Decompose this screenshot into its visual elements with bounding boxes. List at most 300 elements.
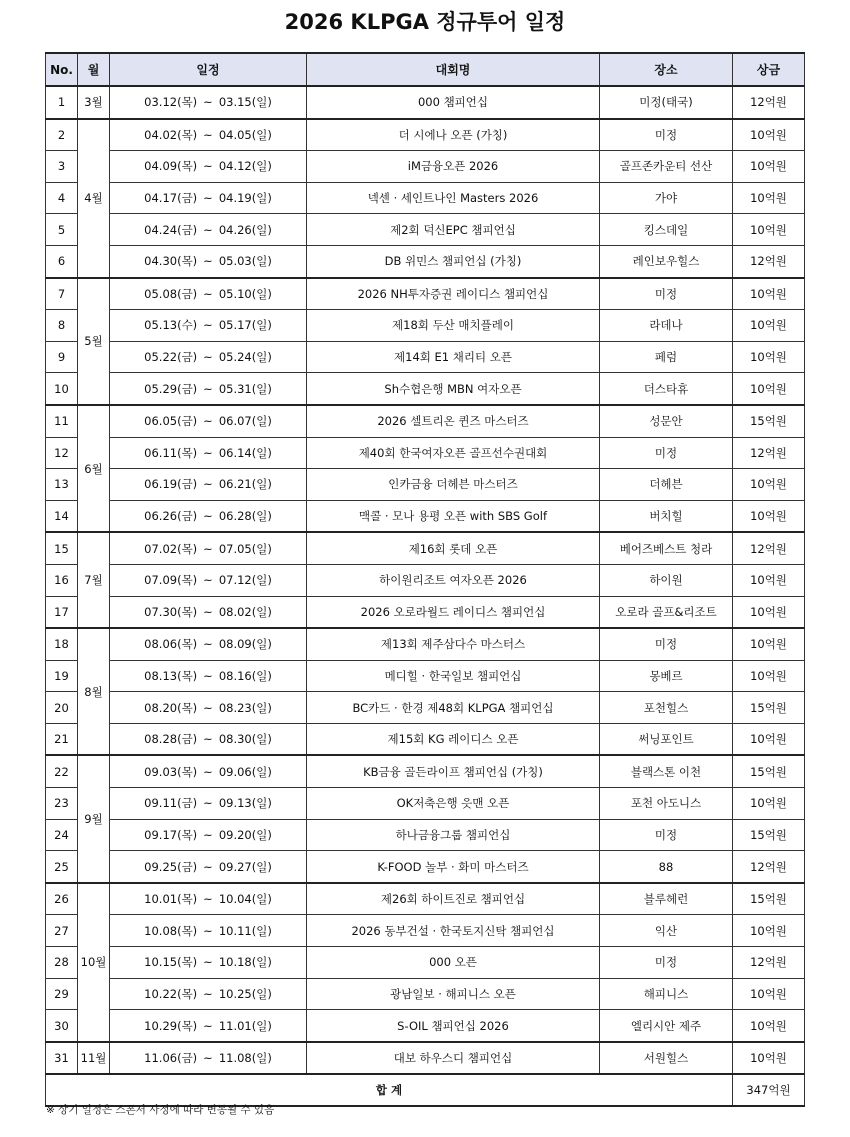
- event-name: 더 시에나 오픈 (가칭): [307, 119, 600, 151]
- event-name: S-OIL 챔피언십 2026: [307, 1010, 600, 1042]
- event-no: 30: [46, 1010, 78, 1042]
- event-start-date: 09.11(금): [144, 796, 198, 811]
- event-name: 제18회 두산 매치플레이: [307, 310, 600, 342]
- event-start-date: 04.09(목): [144, 159, 198, 174]
- event-end-date: 11.08(일): [218, 1051, 272, 1066]
- event-no: 25: [46, 851, 78, 883]
- event-start-date: 04.24(금): [144, 222, 198, 237]
- event-month: 5월: [78, 278, 110, 405]
- event-month: 11월: [78, 1042, 110, 1075]
- event-prize: 12억원: [733, 437, 805, 469]
- event-no: 11: [46, 405, 78, 437]
- total-value: 347억원: [733, 1074, 805, 1106]
- event-name: 000 챔피언십: [307, 86, 600, 119]
- date-separator: ~: [203, 986, 213, 1001]
- event-venue: 더스타휴: [600, 373, 733, 405]
- event-venue: 미정(태국): [600, 86, 733, 119]
- event-venue: 오로라 골프&리조트: [600, 596, 733, 628]
- event-prize: 12억원: [733, 851, 805, 883]
- event-venue: 익산: [600, 915, 733, 947]
- event-start-date: 07.30(목): [144, 604, 198, 619]
- date-separator: ~: [203, 127, 213, 142]
- table-row: [46, 437, 805, 469]
- event-end-date: 10.11(일): [218, 923, 272, 938]
- event-end-date: 08.09(일): [218, 637, 272, 652]
- event-end-date: 04.26(일): [218, 222, 272, 237]
- date-separator: ~: [203, 445, 213, 460]
- event-venue: 블랙스톤 이천: [600, 755, 733, 787]
- event-start-date: 07.09(목): [144, 573, 198, 588]
- event-end-date: 08.30(일): [218, 732, 272, 747]
- event-end-date: 04.12(일): [218, 159, 272, 174]
- date-separator: ~: [203, 859, 213, 874]
- event-no: 3: [46, 151, 78, 183]
- event-prize: 12억원: [733, 947, 805, 979]
- event-date: [110, 182, 307, 214]
- schedule-table: [45, 52, 805, 1107]
- event-venue: 서원힐스: [600, 1042, 733, 1075]
- event-prize: 15억원: [733, 755, 805, 787]
- table-row: [46, 660, 805, 692]
- event-end-date: 05.31(일): [218, 381, 272, 396]
- date-separator: ~: [203, 381, 213, 396]
- footnote: ※ 상기 일정은 스폰서 사정에 따라 변동될 수 있음: [46, 1104, 275, 1116]
- event-date: [110, 119, 307, 151]
- event-name: 하이원리조트 여자오픈 2026: [307, 564, 600, 596]
- event-venue: 써닝포인트: [600, 723, 733, 755]
- event-prize: 10억원: [733, 373, 805, 405]
- event-date: [110, 151, 307, 183]
- event-venue: 블루헤런: [600, 883, 733, 915]
- event-end-date: 06.14(일): [218, 445, 272, 460]
- event-date: [110, 851, 307, 883]
- event-end-date: 05.10(일): [218, 286, 272, 301]
- event-end-date: 10.25(일): [218, 986, 272, 1001]
- event-name: OK저축은행 읏맨 오픈: [307, 788, 600, 820]
- event-date: [110, 373, 307, 405]
- event-end-date: 09.06(일): [218, 764, 272, 779]
- date-separator: ~: [203, 1018, 213, 1033]
- event-date: [110, 469, 307, 501]
- event-no: 9: [46, 341, 78, 373]
- event-date: [110, 788, 307, 820]
- event-venue: 포천힐스: [600, 692, 733, 724]
- event-no: 28: [46, 947, 78, 979]
- event-end-date: 09.13(일): [218, 796, 272, 811]
- event-venue: 페럼: [600, 341, 733, 373]
- event-month: 10월: [78, 883, 110, 1042]
- event-end-date: 11.01(일): [218, 1018, 272, 1033]
- event-end-date: 09.27(일): [218, 859, 272, 874]
- header-month: 월: [78, 53, 110, 86]
- event-start-date: 08.06(목): [144, 637, 198, 652]
- event-prize: 10억원: [733, 341, 805, 373]
- event-date: [110, 660, 307, 692]
- event-month: 7월: [78, 532, 110, 628]
- event-date: [110, 596, 307, 628]
- event-prize: 10억원: [733, 788, 805, 820]
- event-end-date: 10.18(일): [218, 955, 272, 970]
- event-start-date: 08.13(목): [144, 668, 198, 683]
- event-no: 21: [46, 723, 78, 755]
- event-start-date: 08.28(금): [144, 732, 198, 747]
- event-no: 18: [46, 628, 78, 660]
- header-date: 일정: [110, 53, 307, 86]
- event-end-date: 05.17(일): [218, 318, 272, 333]
- event-end-date: 07.05(일): [218, 541, 272, 556]
- event-start-date: 07.02(목): [144, 541, 198, 556]
- event-prize: 10억원: [733, 628, 805, 660]
- event-start-date: 08.20(목): [144, 700, 198, 715]
- event-name: 제14회 E1 채리티 오픈: [307, 341, 600, 373]
- event-month: 4월: [78, 119, 110, 278]
- table-row: [46, 245, 805, 277]
- event-venue: 미정: [600, 819, 733, 851]
- event-name: 넥센 · 세인트나인 Masters 2026: [307, 182, 600, 214]
- event-end-date: 03.15(일): [218, 95, 272, 110]
- event-start-date: 06.11(목): [144, 445, 198, 460]
- event-start-date: 10.01(목): [144, 892, 198, 907]
- event-date: [110, 883, 307, 915]
- table-row: [46, 341, 805, 373]
- event-start-date: 11.06(금): [144, 1051, 198, 1066]
- event-end-date: 06.28(일): [218, 509, 272, 524]
- event-no: 1: [46, 86, 78, 119]
- event-venue: 버치힐: [600, 500, 733, 532]
- total-label: 합 계: [46, 1074, 733, 1106]
- event-end-date: 08.16(일): [218, 668, 272, 683]
- table-row: [46, 692, 805, 724]
- event-no: 15: [46, 532, 78, 564]
- page-title: 2026 KLPGA 정규투어 일정: [284, 10, 566, 34]
- event-venue: 가야: [600, 182, 733, 214]
- date-separator: ~: [203, 700, 213, 715]
- event-name: 인카금융 더헤븐 마스터즈: [307, 469, 600, 501]
- table-row: [46, 469, 805, 501]
- event-no: 29: [46, 978, 78, 1010]
- date-separator: ~: [203, 414, 213, 429]
- event-end-date: 09.20(일): [218, 827, 272, 842]
- event-start-date: 10.22(목): [144, 986, 198, 1001]
- event-name: Sh수협은행 MBN 여자오픈: [307, 373, 600, 405]
- event-prize: 10억원: [733, 915, 805, 947]
- header-no: No.: [46, 53, 78, 86]
- header-venue: 장소: [600, 53, 733, 86]
- event-date: [110, 310, 307, 342]
- event-no: 7: [46, 278, 78, 310]
- event-no: 8: [46, 310, 78, 342]
- event-name: 광남일보 · 해피니스 오픈: [307, 978, 600, 1010]
- event-name: 2026 오로라월드 레이디스 챔피언십: [307, 596, 600, 628]
- event-name: 제13회 제주삼다수 마스터스: [307, 628, 600, 660]
- event-name: 하나금융그룹 챔피언십: [307, 819, 600, 851]
- event-prize: 15억원: [733, 405, 805, 437]
- event-name: 제15회 KG 레이디스 오픈: [307, 723, 600, 755]
- event-venue: 해피니스: [600, 978, 733, 1010]
- event-no: 23: [46, 788, 78, 820]
- event-no: 16: [46, 564, 78, 596]
- date-separator: ~: [203, 541, 213, 556]
- event-date: [110, 819, 307, 851]
- event-start-date: 10.15(목): [144, 955, 198, 970]
- table-row: [46, 883, 805, 915]
- event-name: K-FOOD 놀부 · 화미 마스터즈: [307, 851, 600, 883]
- event-end-date: 08.23(일): [218, 700, 272, 715]
- event-no: 12: [46, 437, 78, 469]
- event-venue: 미정: [600, 437, 733, 469]
- event-start-date: 04.17(금): [144, 191, 198, 206]
- event-no: 5: [46, 214, 78, 246]
- date-separator: ~: [203, 286, 213, 301]
- table-row: [46, 532, 805, 564]
- table-row: [46, 278, 805, 310]
- table-row: [46, 628, 805, 660]
- event-name: 메디힐 · 한국일보 챔피언십: [307, 660, 600, 692]
- date-separator: ~: [203, 509, 213, 524]
- event-name: 2026 셀트리온 퀸즈 마스터즈: [307, 405, 600, 437]
- event-no: 27: [46, 915, 78, 947]
- event-month: 3월: [78, 86, 110, 119]
- event-venue: 몽베르: [600, 660, 733, 692]
- event-no: 22: [46, 755, 78, 787]
- event-start-date: 09.03(목): [144, 764, 198, 779]
- event-date: [110, 628, 307, 660]
- event-no: 6: [46, 245, 78, 277]
- event-end-date: 06.07(일): [218, 414, 272, 429]
- event-date: [110, 278, 307, 310]
- event-prize: 10억원: [733, 310, 805, 342]
- event-name: 2026 동부건설 · 한국토지신탁 챔피언십: [307, 915, 600, 947]
- event-venue: 미정: [600, 119, 733, 151]
- event-venue: 골프존카운티 선산: [600, 151, 733, 183]
- event-venue: 미정: [600, 278, 733, 310]
- table-row: [46, 788, 805, 820]
- event-date: [110, 692, 307, 724]
- event-venue: 레인보우힐스: [600, 245, 733, 277]
- date-separator: ~: [203, 222, 213, 237]
- event-date: [110, 86, 307, 119]
- date-separator: ~: [203, 254, 213, 269]
- event-prize: 10억원: [733, 469, 805, 501]
- event-date: [110, 437, 307, 469]
- event-name: iM금융오픈 2026: [307, 151, 600, 183]
- event-no: 4: [46, 182, 78, 214]
- event-start-date: 04.30(목): [144, 254, 198, 269]
- date-separator: ~: [203, 95, 213, 110]
- event-prize: 15억원: [733, 692, 805, 724]
- event-date: [110, 341, 307, 373]
- event-month: 6월: [78, 405, 110, 532]
- event-name: 000 오픈: [307, 947, 600, 979]
- table-row: [46, 915, 805, 947]
- event-venue: 성문안: [600, 405, 733, 437]
- event-end-date: 07.12(일): [218, 573, 272, 588]
- date-separator: ~: [203, 796, 213, 811]
- event-end-date: 04.19(일): [218, 191, 272, 206]
- event-name: KB금융 골든라이프 챔피언십 (가칭): [307, 755, 600, 787]
- event-no: 2: [46, 119, 78, 151]
- date-separator: ~: [203, 1051, 213, 1066]
- date-separator: ~: [203, 923, 213, 938]
- table-row: [46, 1010, 805, 1042]
- table-row: [46, 755, 805, 787]
- table-row: [46, 405, 805, 437]
- date-separator: ~: [203, 827, 213, 842]
- event-prize: 10억원: [733, 119, 805, 151]
- event-no: 31: [46, 1042, 78, 1075]
- event-start-date: 10.29(목): [144, 1018, 198, 1033]
- event-date: [110, 405, 307, 437]
- event-name: 제40회 한국여자오픈 골프선수권대회: [307, 437, 600, 469]
- event-name: 제16회 롯데 오픈: [307, 532, 600, 564]
- event-prize: 10억원: [733, 500, 805, 532]
- event-name: 2026 NH투자증권 레이디스 챔피언십: [307, 278, 600, 310]
- table-row: [46, 119, 805, 151]
- event-prize: 10억원: [733, 723, 805, 755]
- table-row: [46, 86, 805, 119]
- event-start-date: 09.17(목): [144, 827, 198, 842]
- event-prize: 10억원: [733, 214, 805, 246]
- event-date: [110, 1042, 307, 1075]
- event-prize: 15억원: [733, 883, 805, 915]
- event-no: 10: [46, 373, 78, 405]
- date-separator: ~: [203, 892, 213, 907]
- event-prize: 12억원: [733, 86, 805, 119]
- date-separator: ~: [203, 318, 213, 333]
- table-row: [46, 151, 805, 183]
- event-name: 제26회 하이트진로 챔피언십: [307, 883, 600, 915]
- event-name: DB 위민스 챔피언십 (가칭): [307, 245, 600, 277]
- event-date: [110, 1010, 307, 1042]
- date-separator: ~: [203, 764, 213, 779]
- event-prize: 10억원: [733, 278, 805, 310]
- event-end-date: 04.05(일): [218, 127, 272, 142]
- event-name: 대보 하우스디 챔피언십: [307, 1042, 600, 1075]
- event-date: [110, 500, 307, 532]
- date-separator: ~: [203, 191, 213, 206]
- event-start-date: 06.26(금): [144, 509, 198, 524]
- event-prize: 10억원: [733, 564, 805, 596]
- event-prize: 10억원: [733, 182, 805, 214]
- table-row: [46, 596, 805, 628]
- event-name: 맥콜 · 모나 용평 오픈 with SBS Golf: [307, 500, 600, 532]
- event-prize: 10억원: [733, 978, 805, 1010]
- event-end-date: 10.04(일): [218, 892, 272, 907]
- event-end-date: 06.21(일): [218, 477, 272, 492]
- event-start-date: 03.12(목): [144, 95, 198, 110]
- event-venue: 라데나: [600, 310, 733, 342]
- date-separator: ~: [203, 573, 213, 588]
- table-row: [46, 851, 805, 883]
- date-separator: ~: [203, 604, 213, 619]
- event-name: 제2회 덕신EPC 챔피언십: [307, 214, 600, 246]
- event-prize: 10억원: [733, 1042, 805, 1075]
- event-venue: 포천 아도니스: [600, 788, 733, 820]
- date-separator: ~: [203, 732, 213, 747]
- event-start-date: 05.13(수): [144, 318, 198, 333]
- event-no: 19: [46, 660, 78, 692]
- table-row: [46, 978, 805, 1010]
- table-row: [46, 214, 805, 246]
- event-prize: 10억원: [733, 151, 805, 183]
- table-row: [46, 310, 805, 342]
- event-venue: 88: [600, 851, 733, 883]
- event-start-date: 05.29(금): [144, 381, 198, 396]
- event-date: [110, 214, 307, 246]
- event-date: [110, 947, 307, 979]
- event-start-date: 09.25(금): [144, 859, 198, 874]
- event-date: [110, 978, 307, 1010]
- event-venue: 하이원: [600, 564, 733, 596]
- event-date: [110, 723, 307, 755]
- event-date: [110, 755, 307, 787]
- table-row: [46, 564, 805, 596]
- table-row: [46, 373, 805, 405]
- event-date: [110, 245, 307, 277]
- date-separator: ~: [203, 637, 213, 652]
- event-venue: 미정: [600, 628, 733, 660]
- event-venue: 더헤븐: [600, 469, 733, 501]
- date-separator: ~: [203, 955, 213, 970]
- table-row: [46, 1042, 805, 1075]
- event-start-date: 06.19(금): [144, 477, 198, 492]
- table-row: [46, 500, 805, 532]
- event-date: [110, 532, 307, 564]
- date-separator: ~: [203, 159, 213, 174]
- event-prize: 12억원: [733, 532, 805, 564]
- header-prize: 상금: [733, 53, 805, 86]
- event-no: 26: [46, 883, 78, 915]
- table-row: [46, 723, 805, 755]
- table-row: [46, 182, 805, 214]
- event-no: 24: [46, 819, 78, 851]
- event-month: 9월: [78, 755, 110, 882]
- date-separator: ~: [203, 477, 213, 492]
- event-prize: 10억원: [733, 660, 805, 692]
- event-start-date: 05.22(금): [144, 350, 198, 365]
- event-date: [110, 915, 307, 947]
- event-no: 13: [46, 469, 78, 501]
- event-start-date: 06.05(금): [144, 414, 198, 429]
- schedule-body: [46, 86, 805, 1074]
- event-date: [110, 564, 307, 596]
- event-no: 20: [46, 692, 78, 724]
- event-month: 8월: [78, 628, 110, 755]
- event-prize: 10억원: [733, 1010, 805, 1042]
- date-separator: ~: [203, 668, 213, 683]
- event-start-date: 05.08(금): [144, 286, 198, 301]
- event-end-date: 05.03(일): [218, 254, 272, 269]
- event-prize: 10억원: [733, 596, 805, 628]
- event-venue: 미정: [600, 947, 733, 979]
- event-name: BC카드 · 한경 제48회 KLPGA 챔피언십: [307, 692, 600, 724]
- event-venue: 엘리시안 제주: [600, 1010, 733, 1042]
- date-separator: ~: [203, 350, 213, 365]
- header-row: [46, 53, 805, 86]
- table-row: [46, 947, 805, 979]
- event-end-date: 05.24(일): [218, 350, 272, 365]
- event-no: 17: [46, 596, 78, 628]
- event-venue: 베어즈베스트 청라: [600, 532, 733, 564]
- event-start-date: 04.02(목): [144, 127, 198, 142]
- header-name: 대회명: [307, 53, 600, 86]
- event-prize: 15억원: [733, 819, 805, 851]
- table-row: [46, 819, 805, 851]
- event-no: 14: [46, 500, 78, 532]
- event-start-date: 10.08(목): [144, 923, 198, 938]
- event-venue: 킹스데일: [600, 214, 733, 246]
- event-end-date: 08.02(일): [218, 604, 272, 619]
